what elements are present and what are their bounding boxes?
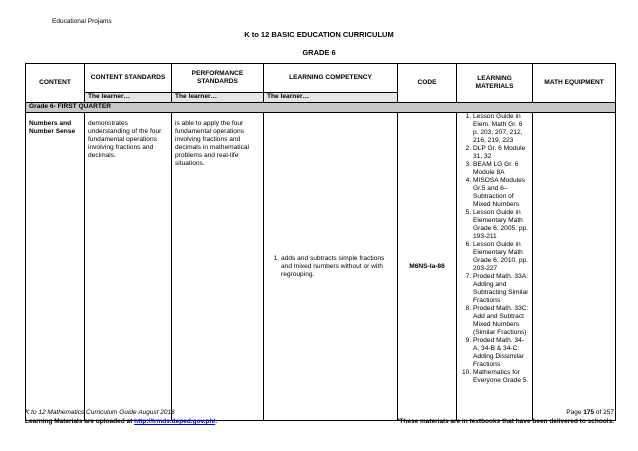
competency-cell: [264, 113, 398, 421]
material-item: 8. Proded Math. 33C: Add and Subtract Mixed Numbers (Similar Fractions): [473, 305, 529, 337]
page-number: 175: [583, 409, 595, 416]
content-standard-cell: demonstrates understanding of the four fundamental operations involving fractions and decimals.: [85, 113, 172, 421]
guide-label: K to 12 Mathematics Curriculum Guide August 2016: [25, 409, 175, 416]
curriculum-title: K to 12 BASIC EDUCATION CURRICULUM: [244, 30, 394, 39]
col-header-learning-competency: LEARNING COMPETENCY: [264, 64, 398, 93]
competency-item: 1. adds and subtracts simple fractions and mixed numbers without or with regrouping.: [281, 255, 394, 279]
performance-standard-cell: is able to apply the four fundamental operations involving fractions and decimals in mathematical problems and real-life situations.: [172, 113, 264, 421]
page-prefix: Page: [566, 409, 584, 416]
materials-list: [460, 113, 529, 385]
material-item: 1. Lesson Guide in Elem. Math Gr. 6 p. 203, 207, 212, 216, 219, 223: [473, 113, 529, 145]
material-item: 2. DLP Gr. 6 Module 31, 32: [473, 145, 529, 161]
curriculum-table: [25, 63, 616, 421]
col-header-content-standards: CONTENT STANDARDS: [85, 64, 172, 93]
publisher-label: Educational Projams: [52, 18, 112, 25]
equipment-cell: [533, 113, 616, 421]
col-header-math-equipment: MATH EQUIPMENT: [533, 64, 616, 103]
material-item: 7. Proded Math. 33A: Adding and Subtracting Similar Fractions: [473, 273, 529, 305]
col-header-content: CONTENT: [26, 64, 85, 103]
grade-title: GRADE 6: [302, 48, 336, 57]
upload-prefix: Learning Materials are uploaded at: [25, 418, 135, 425]
upload-note: [25, 417, 217, 426]
col-header-code: CODE: [398, 64, 457, 103]
material-item: 5. Lesson Guide in Elementary Math Grade 6. 2005. pp. 193-211: [473, 209, 529, 241]
footer-left: [25, 408, 217, 426]
material-item: 9. Proded Math. 34-A, 34-B & 34-C: Adding Dissimilar Fractions: [473, 337, 529, 369]
content-cell: Numbers and Number Sense: [26, 113, 85, 421]
lrmds-link[interactable]: http://lrmds.deped.gov.ph/: [134, 418, 216, 425]
quarter-label: Grade 6- FIRST QUARTER: [26, 103, 616, 113]
material-item: 4. MISOSA Modules Gr.5 and 6– Subtraction of Mixed Numbers: [473, 177, 529, 209]
footer-right: [397, 408, 614, 426]
learner-label: The learner…: [264, 93, 398, 103]
material-item: 3. BEAM LG Gr. 6 Module 8A: [473, 161, 529, 177]
code-cell: M6NS-Ia-86: [398, 113, 457, 421]
materials-cell: [457, 113, 533, 421]
textbook-note: *These materials are in textbooks that have been delivered to schools.: [396, 418, 614, 425]
learner-label: The learner…: [172, 93, 264, 103]
page-suffix: of 257: [594, 409, 614, 416]
quarter-row: [26, 103, 616, 113]
upload-suffix: .: [215, 418, 218, 425]
col-header-performance-standards: PERFORMANCE STANDARDS: [172, 64, 264, 93]
col-header-learning-materials: LEARNING MATERIALS: [457, 64, 533, 103]
learner-label: The learner…: [85, 93, 172, 103]
table-header-row: [26, 64, 616, 93]
page-indicator: [397, 408, 614, 417]
material-item: 6. Lesson Guide in Elementary Math Grade 6. 2010. pp. 203-227: [473, 241, 529, 273]
material-item: 10. Mathematics for Everyone Grade 5.: [473, 369, 529, 385]
table-row: [26, 113, 616, 421]
